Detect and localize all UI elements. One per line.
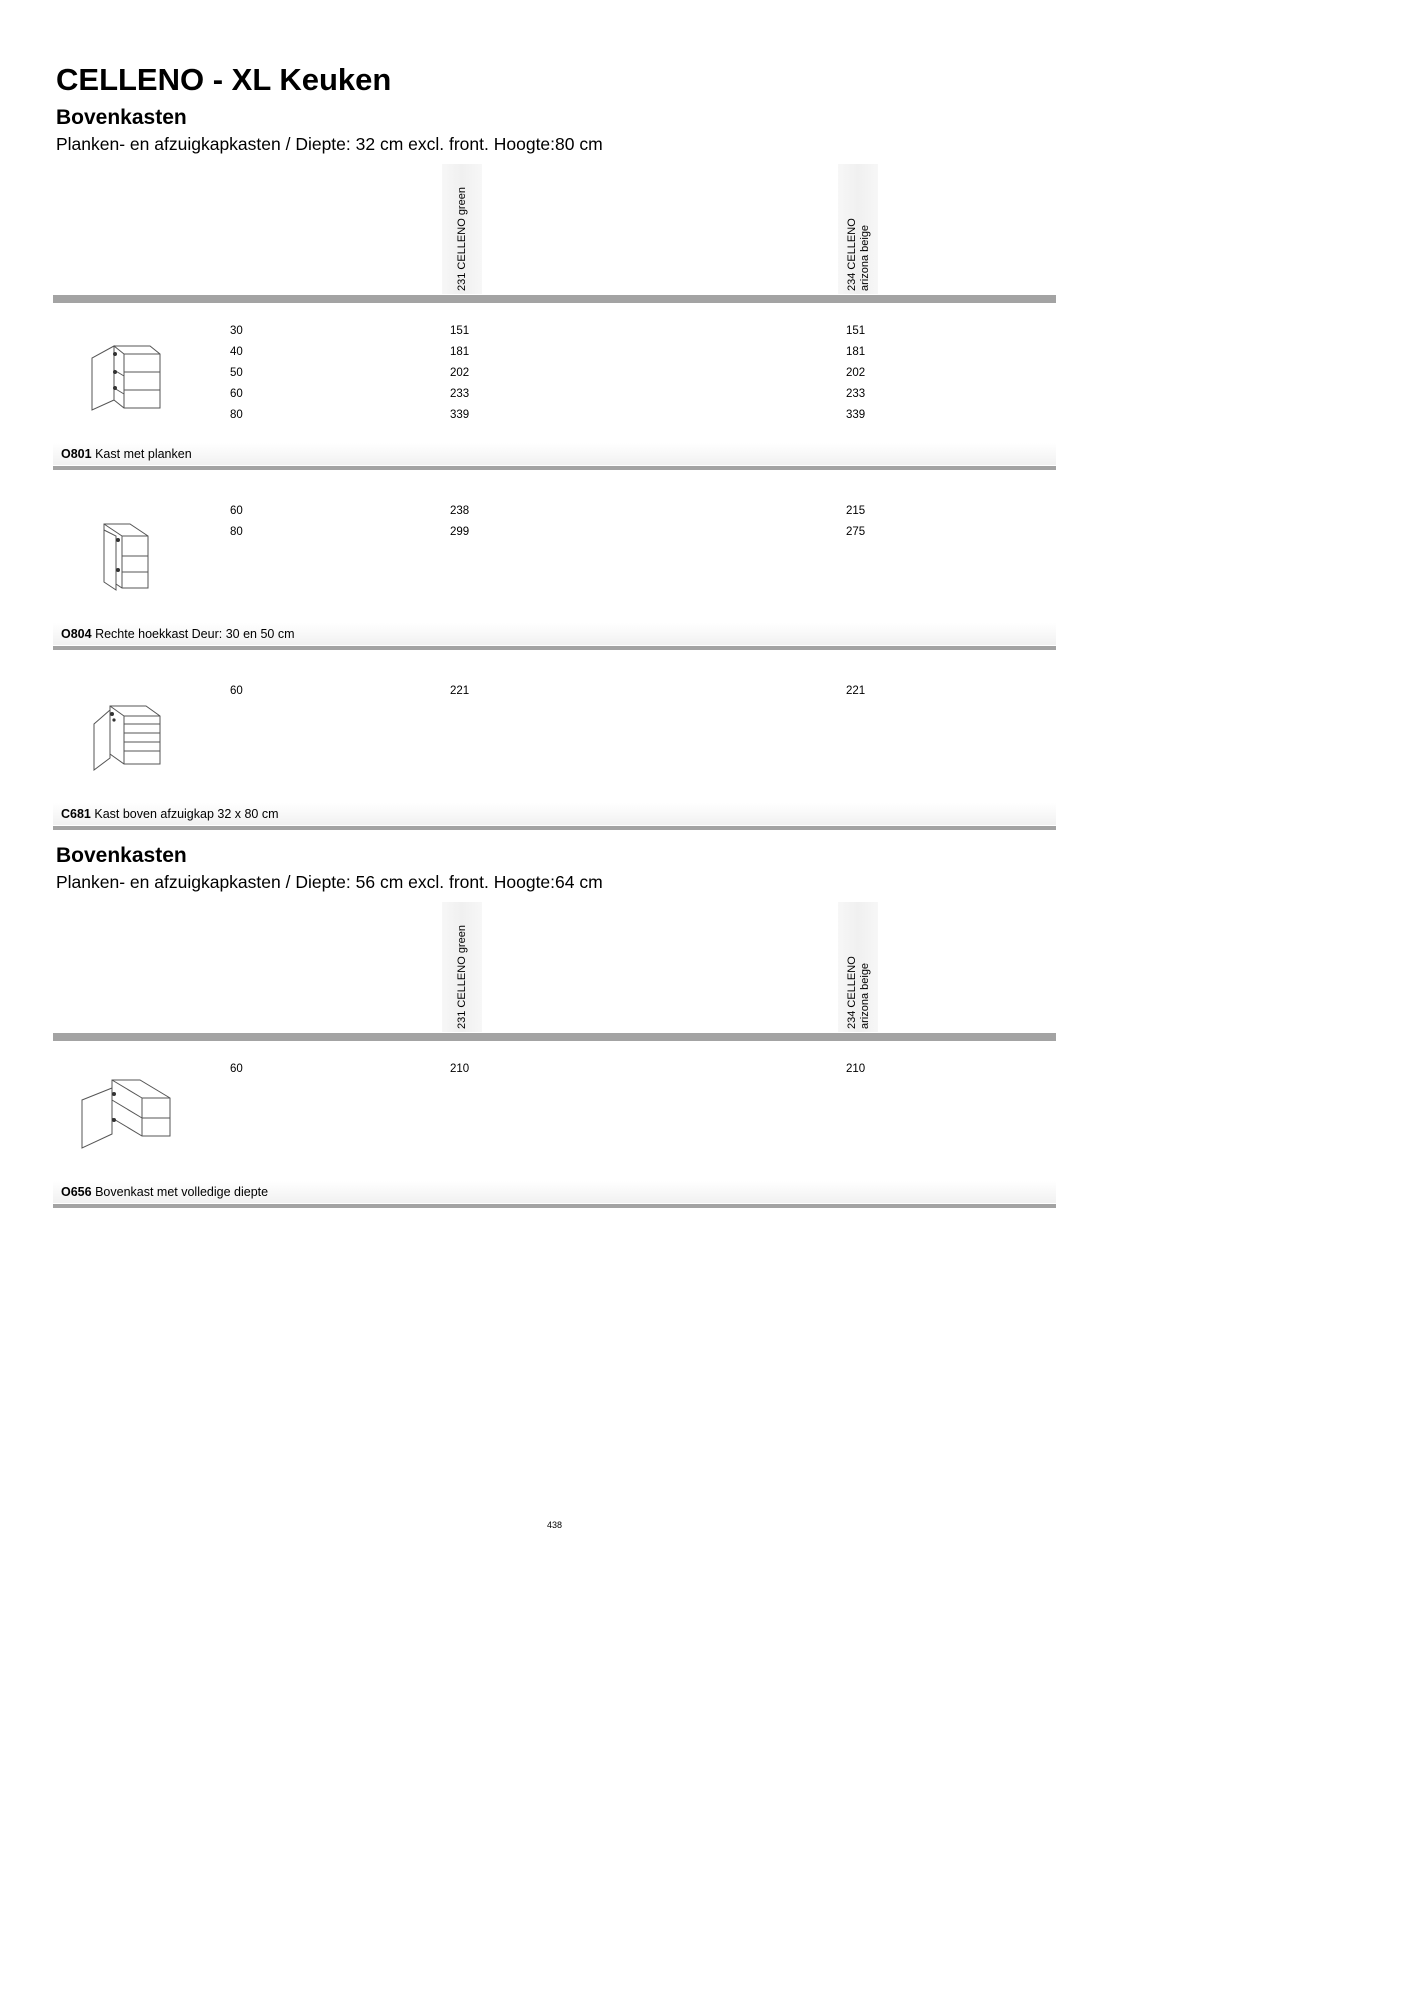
price-value: 181 (450, 346, 470, 358)
price-value: 202 (846, 367, 866, 379)
column-header-231: 231 CELLENO green (456, 925, 468, 1029)
product-code: O656 (61, 1185, 92, 1199)
price-value: 151 (846, 325, 866, 337)
product-code: C681 (61, 807, 91, 821)
price-value: 221 (846, 685, 866, 697)
section-subtitle: Planken- en afzuigkapkasten / Diepte: 56 cm excl. front. Hoogte:64 cm (56, 872, 603, 892)
column-header-231: 231 CELLENO green (456, 187, 468, 291)
price-value: 233 (450, 388, 470, 400)
price-value: 339 (450, 409, 470, 421)
price-value: 215 (846, 505, 866, 517)
width-value: 60 (230, 388, 243, 400)
product-label (61, 447, 192, 461)
product-name: Kast met planken (95, 447, 192, 461)
product-code: O804 (61, 627, 92, 641)
full-depth-wall-cabinet-icon (78, 1074, 174, 1154)
section-title: Bovenkasten (56, 844, 187, 867)
page-title: CELLENO - XL Keuken (56, 62, 392, 97)
price-value: 233 (846, 388, 866, 400)
width-value: 50 (230, 367, 243, 379)
header-divider (53, 1033, 1056, 1041)
price-value: 275 (846, 526, 866, 538)
price-value: 238 (450, 505, 470, 517)
width-value: 80 (230, 526, 243, 538)
product-name: Kast boven afzuigkap 32 x 80 cm (94, 807, 279, 821)
section-title: Bovenkasten (56, 106, 187, 129)
product-name: Bovenkast met volledige diepte (95, 1185, 269, 1199)
product-code: O801 (61, 447, 92, 461)
column-header-234: 234 CELLENO arizona beige (846, 218, 871, 291)
price-value: 339 (846, 409, 866, 421)
product-label-band (53, 443, 1056, 465)
column-header-234: 234 CELLENO arizona beige (846, 956, 871, 1029)
price-value: 181 (846, 346, 866, 358)
section-subtitle: Planken- en afzuigkapkasten / Diepte: 32 cm excl. front. Hoogte:80 cm (56, 134, 603, 154)
product-label (61, 627, 295, 641)
price-value: 210 (846, 1063, 866, 1075)
product-divider (53, 646, 1056, 650)
product-name: Rechte hoekkast Deur: 30 en 50 cm (95, 627, 295, 641)
width-value: 60 (230, 505, 243, 517)
wall-cabinet-shelves-icon (84, 340, 168, 414)
header-divider (53, 295, 1056, 303)
price-value: 221 (450, 685, 470, 697)
width-value: 60 (230, 685, 243, 697)
page-number: 438 (547, 1520, 563, 1530)
corner-cabinet-icon (96, 518, 156, 594)
price-value: 210 (450, 1063, 470, 1075)
hood-cabinet-icon (88, 700, 168, 774)
width-value: 40 (230, 346, 243, 358)
product-divider (53, 1204, 1056, 1208)
price-value: 202 (450, 367, 470, 379)
product-label (61, 1185, 268, 1199)
product-label (61, 807, 279, 821)
price-value: 151 (450, 325, 470, 337)
width-value: 60 (230, 1063, 243, 1075)
product-divider (53, 826, 1056, 830)
width-value: 30 (230, 325, 243, 337)
price-value: 299 (450, 526, 470, 538)
width-value: 80 (230, 409, 243, 421)
product-divider (53, 466, 1056, 470)
